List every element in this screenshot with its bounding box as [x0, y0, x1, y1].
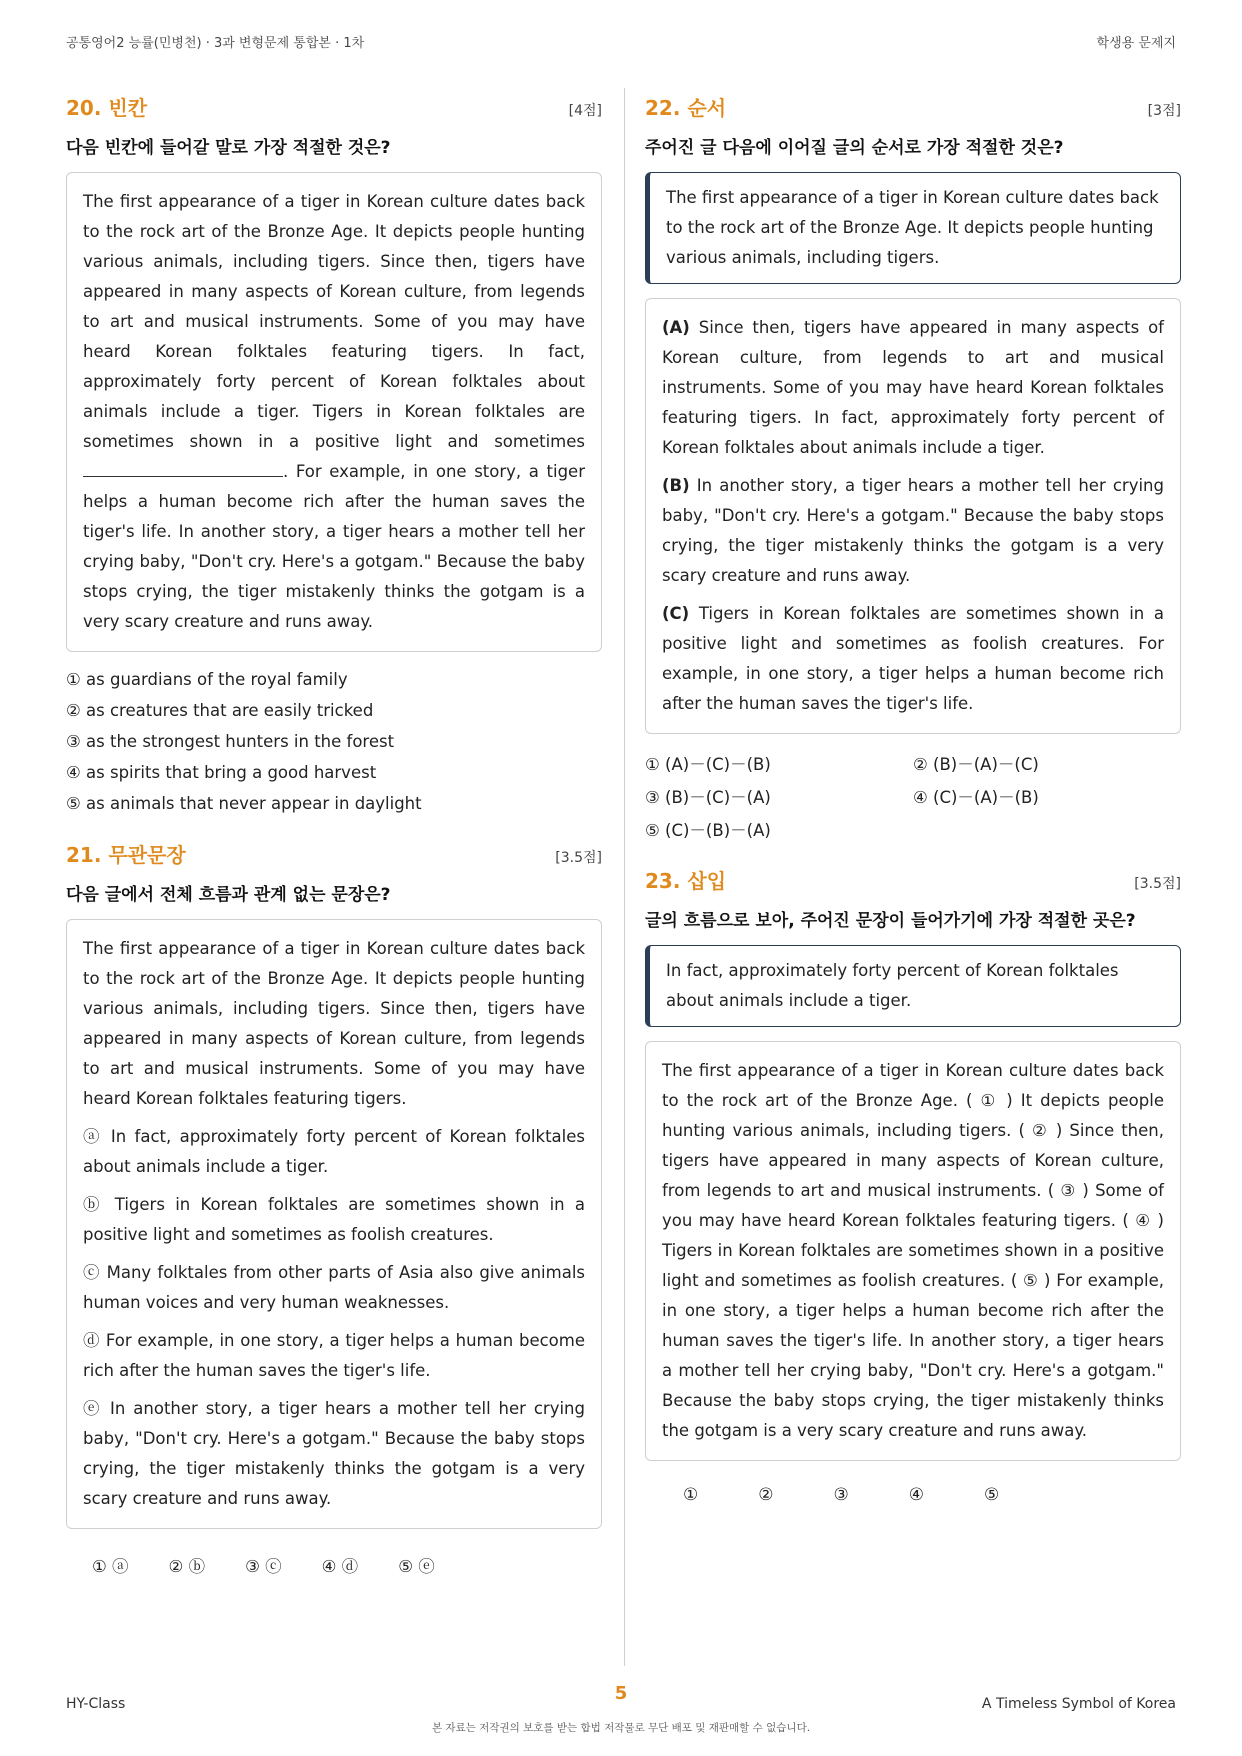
header-left: 공통영어2 능률(민병천) · 3과 변형문제 통합본 · 1차	[66, 36, 365, 51]
choice-1[interactable]: ① ⓐ	[92, 1557, 129, 1576]
choice-row	[645, 1485, 1181, 1505]
footer-left: HY-Class	[66, 1696, 126, 1712]
choice-2[interactable]: ② as creatures that are easily tricked	[66, 701, 374, 720]
choice-row	[66, 1553, 602, 1577]
question-points: [3.5점]	[555, 850, 602, 866]
part-c	[662, 599, 1164, 719]
blank-line	[83, 459, 283, 477]
choice-1[interactable]: ① (A)－(C)－(B)	[645, 755, 771, 774]
choice-3[interactable]: ③	[833, 1485, 849, 1505]
choice-1[interactable]: ① as guardians of the royal family	[66, 670, 348, 689]
part-tag: (A)	[662, 318, 690, 337]
question-title: 20. 빈칸	[66, 96, 148, 120]
footer-right: A Timeless Symbol of Korea	[981, 1696, 1176, 1712]
passage-text-after: . For example, in one story, a tiger helps a human become rich after the human saves the tiger's life. In another story, a tiger hears a mother tell her crying baby, "Don't cry. Here's a gotgam." Because the baby stops crying, the tiger mistakenly thinks the gotgam is a very scary creature and runs away.	[83, 462, 585, 631]
choice-3[interactable]: ③ (B)－(C)－(A)	[645, 788, 771, 807]
passage-box	[66, 919, 602, 1529]
question-prompt: 다음 빈칸에 들어갈 말로 가장 적절한 것은?	[66, 138, 391, 158]
sentence-a: ⓐ In fact, approximately forty percent of Korean folktales about animals include a tiger.	[83, 1127, 585, 1176]
choice-5[interactable]: ⑤ (C)－(B)－(A)	[645, 821, 771, 840]
choice-4[interactable]: ④	[908, 1485, 924, 1505]
copyright-notice: 본 자료는 저작권의 보호를 받는 합법 저작물로 무단 배포 및 재판매할 수 없습니다.	[431, 1722, 811, 1734]
question-prompt: 글의 흐름으로 보아, 주어진 문장이 들어가기에 가장 적절한 곳은?	[645, 911, 1136, 931]
passage-box	[66, 172, 602, 652]
choice-2[interactable]: ② (B)－(A)－(C)	[913, 755, 1039, 774]
passage-box	[645, 298, 1181, 734]
choice-list	[66, 664, 602, 819]
part-b	[662, 471, 1164, 591]
sentence-d: ⓓ For example, in one story, a tiger helps a human become rich after the human saves the tiger's life.	[83, 1331, 585, 1380]
left-column	[66, 92, 602, 1577]
question-title: 21. 무관문장	[66, 843, 186, 867]
choice-2[interactable]: ②	[758, 1485, 774, 1505]
question-21	[66, 839, 602, 1577]
choice-3[interactable]: ③ as the strongest hunters in the forest	[66, 732, 395, 751]
choice-5[interactable]: ⑤	[984, 1485, 1000, 1505]
choice-4[interactable]: ④ (C)－(A)－(B)	[913, 788, 1039, 807]
choice-1[interactable]: ①	[683, 1485, 699, 1505]
choice-grid	[645, 748, 1181, 847]
part-text: Since then, tigers have appeared in many aspects of Korean culture, from legends to art and musical instruments. Some of you may have heard Korean folktales featuring tigers. In fact, approximately forty percent of Korean folktales about animals include a tiger.	[662, 318, 1164, 457]
choice-4[interactable]: ④ as spirits that bring a good harvest	[66, 763, 377, 782]
part-text: Tigers in Korean folktales are sometimes shown in a positive light and sometimes as foolish creatures. For example, in one story, a tiger helps a human become rich after the human saves the tiger's life.	[662, 604, 1164, 713]
part-tag: (B)	[662, 476, 690, 495]
right-column	[645, 92, 1181, 1505]
question-23	[645, 865, 1181, 1505]
choice-2[interactable]: ② ⓑ	[168, 1557, 206, 1576]
page-number: 5	[614, 1683, 628, 1704]
column-divider	[624, 88, 625, 1666]
question-points: [3.5점]	[1134, 876, 1181, 892]
question-title: 23. 삽입	[645, 869, 727, 893]
choice-5[interactable]: ⑤ as animals that never appear in daylight	[66, 794, 422, 813]
question-points: [3점]	[1147, 103, 1181, 119]
part-a	[662, 313, 1164, 463]
question-22	[645, 92, 1181, 847]
choice-3[interactable]: ③ ⓒ	[245, 1557, 282, 1576]
question-points: [4점]	[568, 103, 602, 119]
sentence-e: ⓔ In another story, a tiger hears a mother tell her crying baby, "Don't cry. Here's a gotgam." Because the baby stops crying, the tiger mistakenly thinks the gotgam is a very scary creature and runs away.	[83, 1399, 585, 1508]
passage-intro: The first appearance of a tiger in Korean culture dates back to the rock art of the Bronze Age. It depicts people hunting various animals, including tigers. Since then, tigers have appeared in many aspects of Korean culture, from legends to art and musical instruments. Some of you may have heard Korean folktales featuring tigers.	[83, 939, 585, 1108]
sentence-c: ⓒ Many folktales from other parts of Asia also give animals human voices and very human weaknesses.	[83, 1263, 585, 1312]
given-sentence-box: In fact, approximately forty percent of Korean folktales about animals include a tiger.	[645, 945, 1181, 1027]
question-prompt: 다음 글에서 전체 흐름과 관계 없는 문장은?	[66, 885, 391, 905]
choice-5[interactable]: ⑤ ⓔ	[398, 1557, 435, 1576]
question-prompt: 주어진 글 다음에 이어질 글의 순서로 가장 적절한 것은?	[645, 138, 1064, 158]
passage-box: The first appearance of a tiger in Korean culture dates back to the rock art of the Bronze Age. ( ① ) It depicts people hunting various animals, including tigers. ( ② ) Since then, tigers have appeared in many aspects of Korean culture, from legends to art and musical instruments. ( ③ ) Some of you may have heard Korean folktales featuring tigers. ( ④ ) Tigers in Korean folktales are sometimes shown in a positive light and sometimes as foolish creatures. ( ⑤ ) For example, in one story, a tiger helps a human become rich after the human saves the tiger's life. In another story, a tiger hears a mother tell her crying baby, "Don't cry. Here's a gotgam." Because the baby stops crying, the tiger mistakenly thinks the gotgam is a very scary creature and runs away.	[645, 1041, 1181, 1461]
passage-text-before: The first appearance of a tiger in Korean culture dates back to the rock art of the Bronze Age. It depicts people hunting various animals, including tigers. Since then, tigers have appeared in many aspects of Korean culture, from legends to art and musical instruments. Some of you may have heard Korean folktales featuring tigers. In fact, approximately forty percent of Korean folktales about animals include a tiger. Tigers in Korean folktales are sometimes shown in a positive light and sometimes	[83, 192, 585, 451]
part-tag: (C)	[662, 604, 690, 623]
sentence-b: ⓑ Tigers in Korean folktales are sometimes shown in a positive light and sometimes as foolish creatures.	[83, 1195, 585, 1244]
given-text-box: The first appearance of a tiger in Korean culture dates back to the rock art of the Bronze Age. It depicts people hunting various animals, including tigers.	[645, 172, 1181, 284]
part-text: In another story, a tiger hears a mother tell her crying baby, "Don't cry. Here's a gotgam." Because the baby stops crying, the tiger mistakenly thinks the gotgam is a very scary creature and runs away.	[662, 476, 1164, 585]
choice-4[interactable]: ④ ⓓ	[321, 1557, 359, 1576]
header-right: 학생용 문제지	[1096, 36, 1176, 51]
question-title: 22. 순서	[645, 96, 727, 120]
question-20	[66, 92, 602, 819]
